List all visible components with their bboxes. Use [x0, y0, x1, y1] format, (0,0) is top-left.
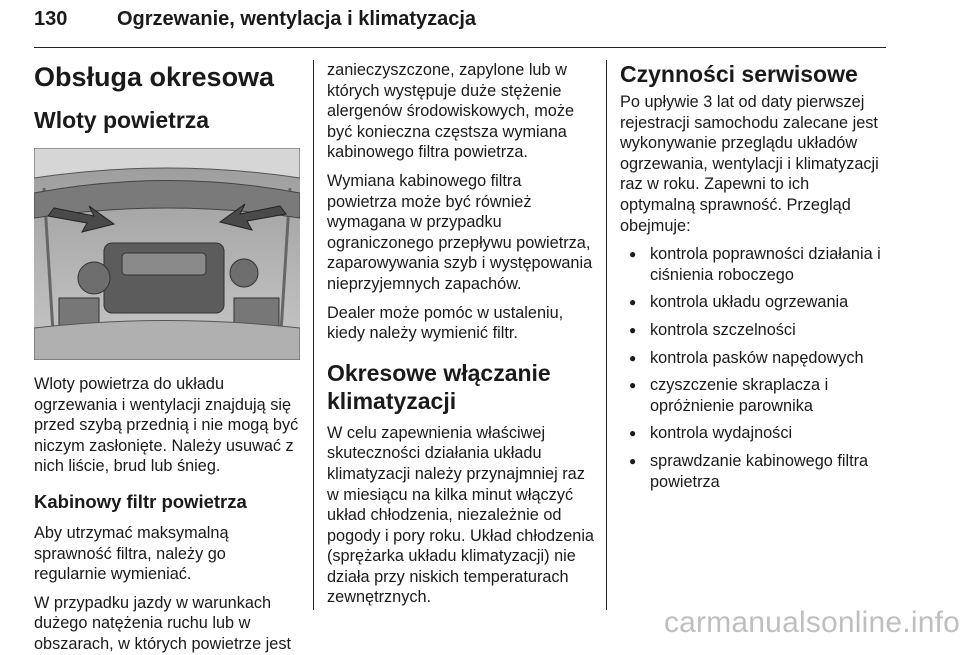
list-item: ● kontrola wydajności	[620, 423, 888, 444]
list-item: ● kontrola pasków napędowych	[620, 348, 888, 369]
list-item: ● kontrola szczelności	[620, 320, 888, 341]
column-1	[34, 60, 302, 655]
engine-bay-drawing	[34, 148, 300, 360]
filter-paragraph-3: Wymiana kabinowego filtra powietrza może być również wymagana w przypadku ograniczonego przepływu powietrza, zaparowywania szyb i występowania nieprzyjemnych zapachów.	[327, 171, 593, 293]
list-item: ● czyszczenie skraplacza i opróżnienie parownika	[620, 375, 888, 416]
filter-title: Kabinowy filtr powietrza	[34, 490, 247, 512]
filter-paragraph-1: Aby utrzymać maksymalną sprawność filtra, należy go regularnie wymieniać.	[34, 523, 229, 584]
service-title: Czynności serwisowe	[620, 61, 858, 87]
column-divider	[313, 60, 314, 610]
running-title: Ogrzewanie, wentylacja i klimatyzacja	[117, 8, 477, 30]
ac-paragraph: W celu zapewnienia właściwej skuteczności działania układu klimatyzacji należy przynajmniej raz w miesiącu na kilka minut włączyć układ chłodzenia, niezależnie od pogody i pory roku. Układ chłodzenia (sprężarka układu klimatyzacji) nie działa przy niskich temperaturach zewnętrznych.	[327, 423, 594, 607]
page-number: 130	[34, 8, 68, 30]
subsection-title: Wloty powietrza	[34, 107, 210, 133]
service-intro: Po upływie 3 lat od daty pierwszej rejestracji samochodu zalecane jest wykonywanie przeglądu układów ogrzewania, wentylacji i klimatyzacji raz w roku. Zapewni to ich optymalną sprawność. Przegląd obejmuje:	[620, 93, 879, 235]
column-divider	[606, 60, 607, 610]
filter-paragraph-cont: zanieczyszczone, zapylone lub w których występuje duże stężenie alergenów środowiskowych, może być konieczna częstsza wymiana kabinowego filtra powietrza.	[327, 61, 575, 162]
list-item: ● sprawdzanie kabinowego filtra powietrza	[620, 451, 888, 492]
list-item: ● kontrola poprawności działania i ciśnienia roboczego	[620, 244, 888, 285]
page-header	[34, 8, 886, 44]
service-checklist	[620, 244, 888, 492]
filter-paragraph-4: Dealer może pomóc w ustaleniu, kiedy należy wymienić filtr.	[327, 303, 564, 343]
filter-paragraph-2: W przypadku jazdy w warunkach dużego natężenia ruchu lub w obszarach, w których powietrze jest	[34, 593, 291, 653]
list-item: ● kontrola układu ogrzewania	[620, 292, 888, 313]
section-title: Obsługa okresowa	[34, 62, 275, 92]
watermark: carmanualsonline.info	[663, 606, 960, 639]
column-2	[327, 60, 595, 608]
column-3	[620, 60, 888, 499]
header-rule	[34, 47, 886, 48]
engine-bay-illustration	[34, 148, 300, 360]
ac-title: Okresowe włączanie klimatyzacji	[327, 359, 551, 414]
figure-caption: Wloty powietrza do układu ogrzewania i wentylacji znajdują się przed szybą przednią i nie mogą być niczym zasłonięte. Należy usuwać z nich liście, brud lub śnieg.	[34, 375, 299, 476]
